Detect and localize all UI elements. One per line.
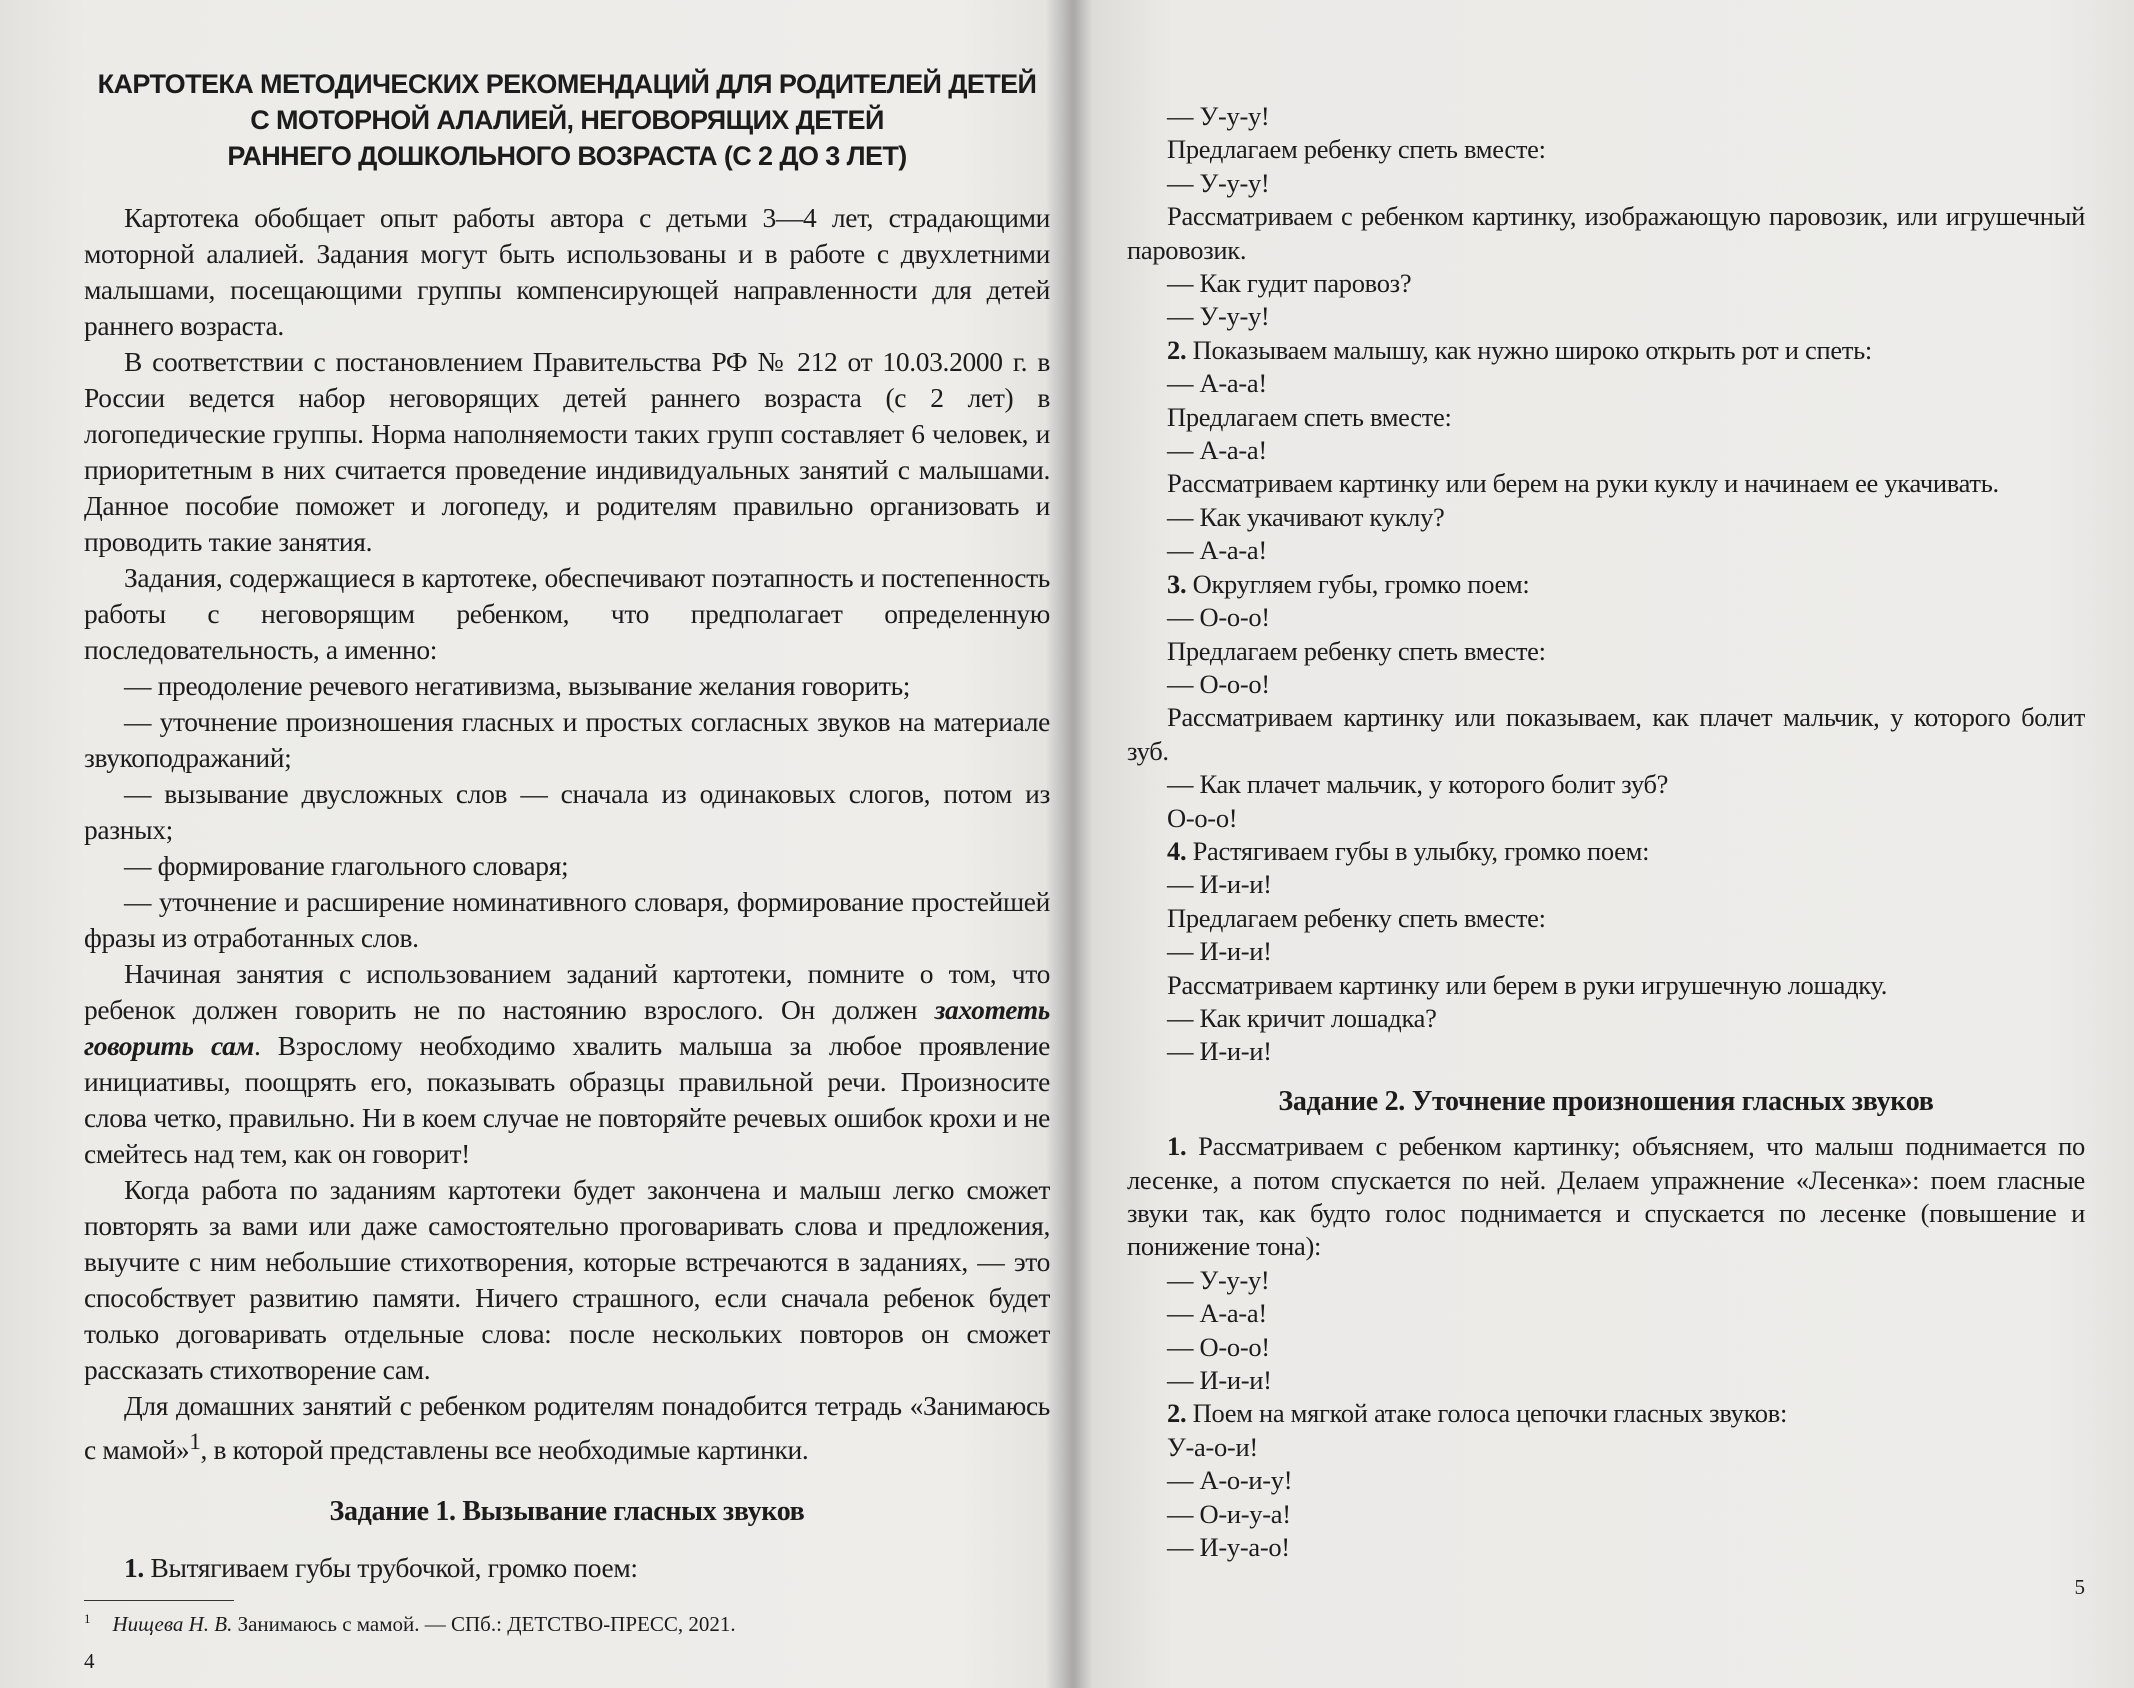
page-title [84,66,1050,174]
text-line: Предлагаем ребенку спеть вместе: [1167,902,1546,933]
numbered-item [1127,334,2085,367]
text-line: — А-о-и-у! [1167,1465,1293,1496]
text-line: Предлагаем спеть вместе: [1167,401,1452,432]
footnote [84,1605,1050,1638]
paragraph: Задания, содержащиеся в картотеке, обеспечивают поэтапность и постепенность работы с неговорящим ребенком, что предполагает определенную последовательность, а именно: [84,562,1050,665]
right-body [1127,100,2085,1564]
paragraph [84,956,1050,1172]
list-item: — уточнение произношения гласных и простых согласных звуков на материале звукоподражаний; [84,706,1050,773]
footnote-ref[interactable]: 1 [189,1429,201,1454]
text-line: — А-а-а! [1167,1298,1267,1329]
text-line: У-а-о-и! [1167,1431,1258,1462]
page-number: 4 [84,1649,95,1674]
footnote-mark: 1 [84,1611,91,1627]
item-number: 2. [1167,1398,1187,1429]
left-page [84,0,1050,1688]
text-line: — У-у-у! [1167,101,1270,131]
text-line: — И-и-и! [1167,869,1272,900]
text-line: — А-а-а! [1167,435,1267,466]
item-number: 1. [124,1552,144,1584]
text: Растягиваем губы в улыбку, громко поем: [1186,835,1650,866]
text-line: — И-и-и! [1167,936,1272,967]
text-line: — И-и-и! [1167,1365,1272,1396]
section-heading: Задание 2. Уточнение произношения гласных звуков [1278,1085,1934,1117]
paragraph: Рассматриваем картинку или берем в руки игрушечную лошадку. [1167,969,1888,1000]
item-number: 4. [1167,835,1187,866]
text-line: — И-у-а-о! [1167,1532,1290,1563]
text-line: Предлагаем ребенку спеть вместе: [1167,134,1546,165]
text-line: — Как укачивают куклу? [1167,501,1445,532]
text: Когда работа по заданиям картотеки будет закончена и малыш легко сможет повторять за вами или даже самостоятельно проговаривать слова и предложения, выучите с ним небольшие стихотворения, которые встречаются в заданиях, — это способствует развитию памяти. Ничего страшного, если сначала ребенок будет только договаривать отдельные слова: после нескольких повторов он сможет рассказать стихотворение сам. [84,1174,1050,1385]
text-line: — А-а-а! [1167,535,1267,566]
text-line: — О-и-у-а! [1167,1498,1291,1529]
paragraph: Рассматриваем картинку или показываем, как плачет мальчик, у которого болит зуб. [1127,702,2085,766]
title-line: КАРТОТЕКА МЕТОДИЧЕСКИХ РЕКОМЕНДАЦИЙ ДЛЯ РОДИТЕЛЕЙ ДЕТЕЙ [97,69,1037,99]
paragraph: Картотека обобщает опыт работы автора с детьми 3—4 лет, страдающими моторной алалией. Задания могут быть использованы и в работе с двухлетними малышами, посещающими группы компенсирующей направленности для детей раннего возраста. [84,202,1050,341]
text-line: — Как гудит паровоз? [1167,268,1412,299]
text-line: — О-о-о! [1167,668,1270,699]
text: Показываем малышу, как нужно широко открыть рот и спеть: [1186,334,1872,365]
text: Вытягиваем губы трубочкой, громко поем: [143,1552,638,1584]
paragraph: Рассматриваем с ребенком картинку, изображающую паровозик, или игрушечный паровозик. [1127,201,2085,265]
text-line: — И-и-и! [1167,1036,1272,1067]
page-number: 5 [2074,1575,2085,1600]
text-line: Предлагаем ребенку спеть вместе: [1167,635,1546,666]
numbered-item [1127,1397,2085,1430]
list-item: — формирование глагольного словаря; [124,850,569,881]
paragraph: В соответствии с постановлением Правительства РФ № 212 от 10.03.2000 г. в России ведется набор неговорящих детей раннего возраста (с 2 лет) в логопедические группы. Норма наполняемости таких групп составляет 6 человек, и приоритетным в них считается проведение индивидуальных занятий с малышами. Данное пособие поможет и логопеду, и родителям правильно организовать и проводить такие занятия. [84,346,1050,557]
title-line: РАННЕГО ДОШКОЛЬНОГО ВОЗРАСТА (С 2 ДО 3 ЛЕТ) [227,141,907,171]
text-line: — У-у-у! [1167,1264,1270,1295]
text-line: — О-о-о! [1167,1331,1270,1362]
emphasis: захотеть говорить сам [84,994,1050,1061]
paragraph [84,1388,1050,1468]
paragraph [84,1172,1050,1388]
text: Округляем губы, громко поем: [1186,568,1530,599]
list-item: — уточнение и расширение номинативного словаря, формирование простейшей фразы из отработанных слов. [84,886,1050,953]
right-page [1127,0,2085,1624]
text-line: — У-у-у! [1167,301,1270,332]
numbered-item [1127,835,2085,868]
text: Для домашних занятий с ребенком родителям понадобится тетрадь «Занимаюсь с мамой» [84,1390,1050,1466]
left-body [84,200,1050,1586]
text-line: О-о-о! [1167,802,1238,833]
footnote-text: Занимаюсь с мамой. — СПб.: ДЕТСТВО-ПРЕСС, 2021. [232,1612,736,1637]
list-item: — преодоление речевого негативизма, вызывание желания говорить; [124,670,911,701]
item-number: 2. [1167,334,1187,365]
text: , в которой представлены все необходимые картинки. [200,1434,809,1466]
numbered-item [1127,1130,2085,1264]
item-number: 1. [1167,1131,1187,1162]
text-line: — Как кричит лошадка? [1167,1002,1437,1033]
text-line: — Как плачет мальчик, у которого болит зуб? [1167,769,1669,800]
title-line: С МОТОРНОЙ АЛАЛИЕЙ, НЕГОВОРЯЩИХ ДЕТЕЙ [250,105,884,135]
text-line: — У-у-у! [1167,167,1270,198]
footnote-divider [84,1600,234,1601]
text: Рассматриваем с ребенком картинку; объясняем, что малыш поднимается по лесенке, а потом спускается по ней. Делаем упражнение «Лесенка»: поем гласные звуки так, как будто голос поднимается и спускается по лесенке (повышение и понижение тона): [1127,1131,2085,1262]
text-line: — О-о-о! [1167,602,1270,633]
section-heading: Задание 1. Вызывание гласных звуков [329,1496,805,1528]
text-line: — А-а-а! [1167,368,1267,399]
list-item: — вызывание двусложных слов — сначала из одинаковых слогов, потом из разных; [84,778,1050,845]
numbered-item [84,1550,1050,1586]
item-number: 3. [1167,568,1187,599]
paragraph: Рассматриваем картинку или берем на руки куклу и начинаем ее укачивать. [1167,468,1999,499]
text: . Взрослому необходимо хвалить малыша за любое проявление инициативы, поощрять его, показывать образцы правильной речи. Произносите слова четко, правильно. Ни в коем случае не повторяйте речевых ошибок крохи и не смейтесь над тем, как он говорит! [84,1030,1050,1169]
text: Начиная занятия с использованием заданий картотеки, помните о том, что ребенок должен говорить не по настоянию взрослого. Он должен [84,958,1050,1025]
footnote-author: Нищева Н. В. [112,1612,233,1637]
numbered-item [1127,568,2085,601]
text: Поем на мягкой атаке голоса цепочки гласных звуков: [1186,1398,1788,1429]
